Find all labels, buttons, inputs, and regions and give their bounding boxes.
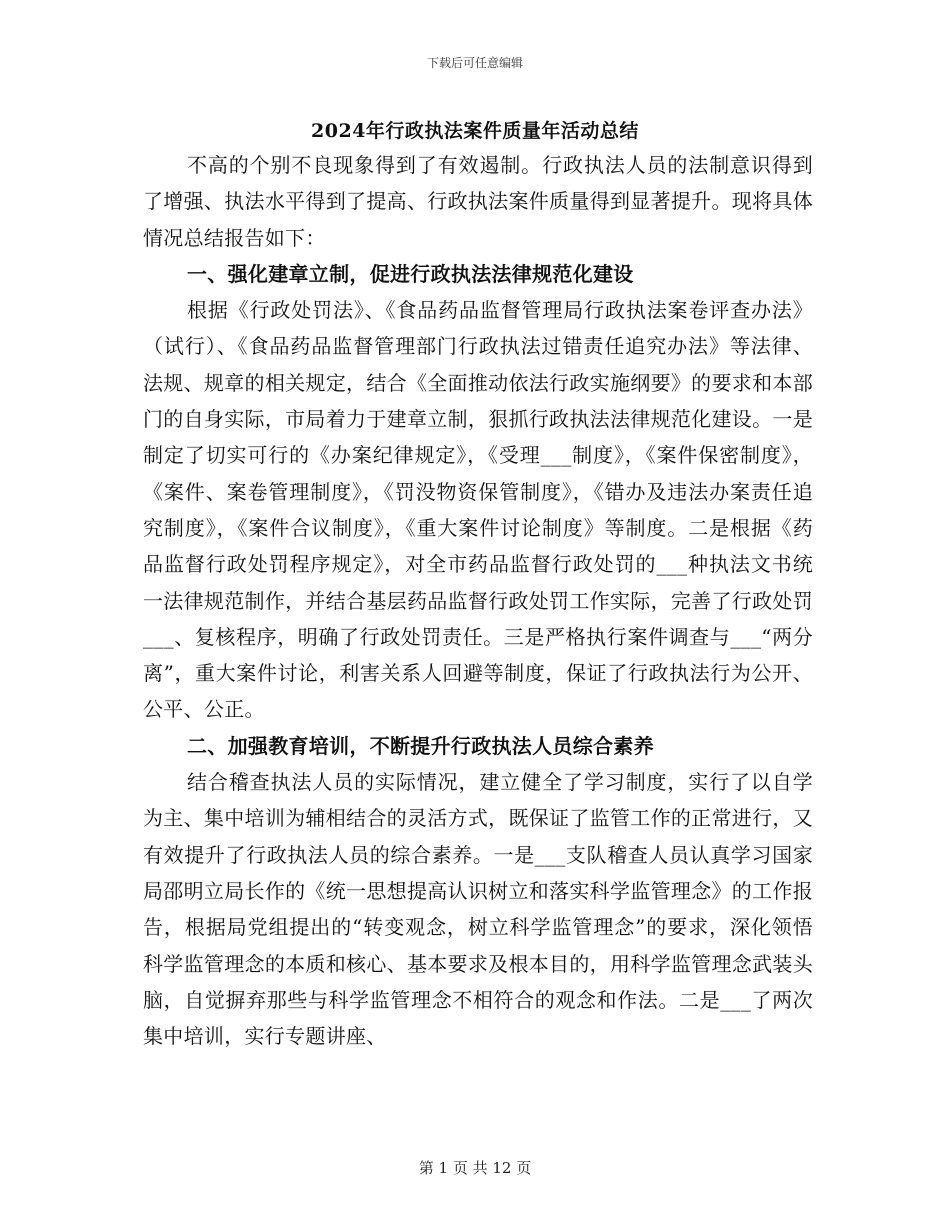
- paragraph-section-1: 根据《行政处罚法》、《食品药品监督管理局行政执法案卷评查办法》（试行）、《食品药品监督管理部门行政执法过错责任追究办法》等法律、法规、规章的相关规定，结合《全面推动依法行政实施纲要》的要求和本部门的自身实际，市局着力于建章立制，狠抓行政执法法律规范化建设。一是制定了切实可行的《办案纪律规定》，《受理___制度》，《案件保密制度》，《案件、案卷管理制度》，《罚没物资保管制度》，《错办及违法办案责任追究制度》，《案件合议制度》，《重大案件讨论制度》等制度。二是根据《药品监督行政处罚程序规定》，对全市药品监督行政处罚的___种执法文书统一法律规范制作，并结合基层药品监督行政处罚工作实际，完善了行政处罚___、复核程序，明确了行政处罚责任。三是严格执行案件调查与___“两分离”，重大案件讨论，利害关系人回避等制度，保证了行政执法行为公开、公平、公正。: [143, 298, 813, 722]
- header-note: 下载后可任意编辑: [426, 56, 523, 70]
- document-title: 2024年行政执法案件质量年活动总结: [311, 120, 639, 142]
- page-number: 第 1 页 共 12 页: [418, 1159, 532, 1177]
- section-heading-1: 一、强化建章立制，促进行政执法法律规范化建设: [187, 261, 634, 286]
- paragraph-section-2: 结合稽查执法人员的实际情况，建立健全了学习制度，实行了以自学为主、集中培训为辅相结合的灵活方式，既保证了监管工作的正常进行，又有效提升了行政执法人员的综合素养。一是___支队稽查人员认真学习国家局邵明立局长作的《统一思想提高认识树立和落实科学监管理念》的工作报告，根据局党组提出的“转变观念，树立科学监管理念”的要求，深化领悟科学监管理念的本质和核心、基本要求及根本目的，用科学监管理念武装头脑，自觉摒弃那些与科学监管理念不相符合的观念和作法。二是___了两次集中培训，实行专题讲座、: [143, 770, 813, 1049]
- section-heading-2: 二、加强教育培训，不断提升行政执法人员综合素养: [187, 733, 654, 758]
- document-body: [143, 147, 813, 1054]
- paragraph-intro: 不高的个别不良现象得到了有效遏制。行政执法人员的法制意识得到了增强、执法水平得到了提高、行政执法案件质量得到显著提升。现将具体情况总结报告如下：: [143, 153, 813, 250]
